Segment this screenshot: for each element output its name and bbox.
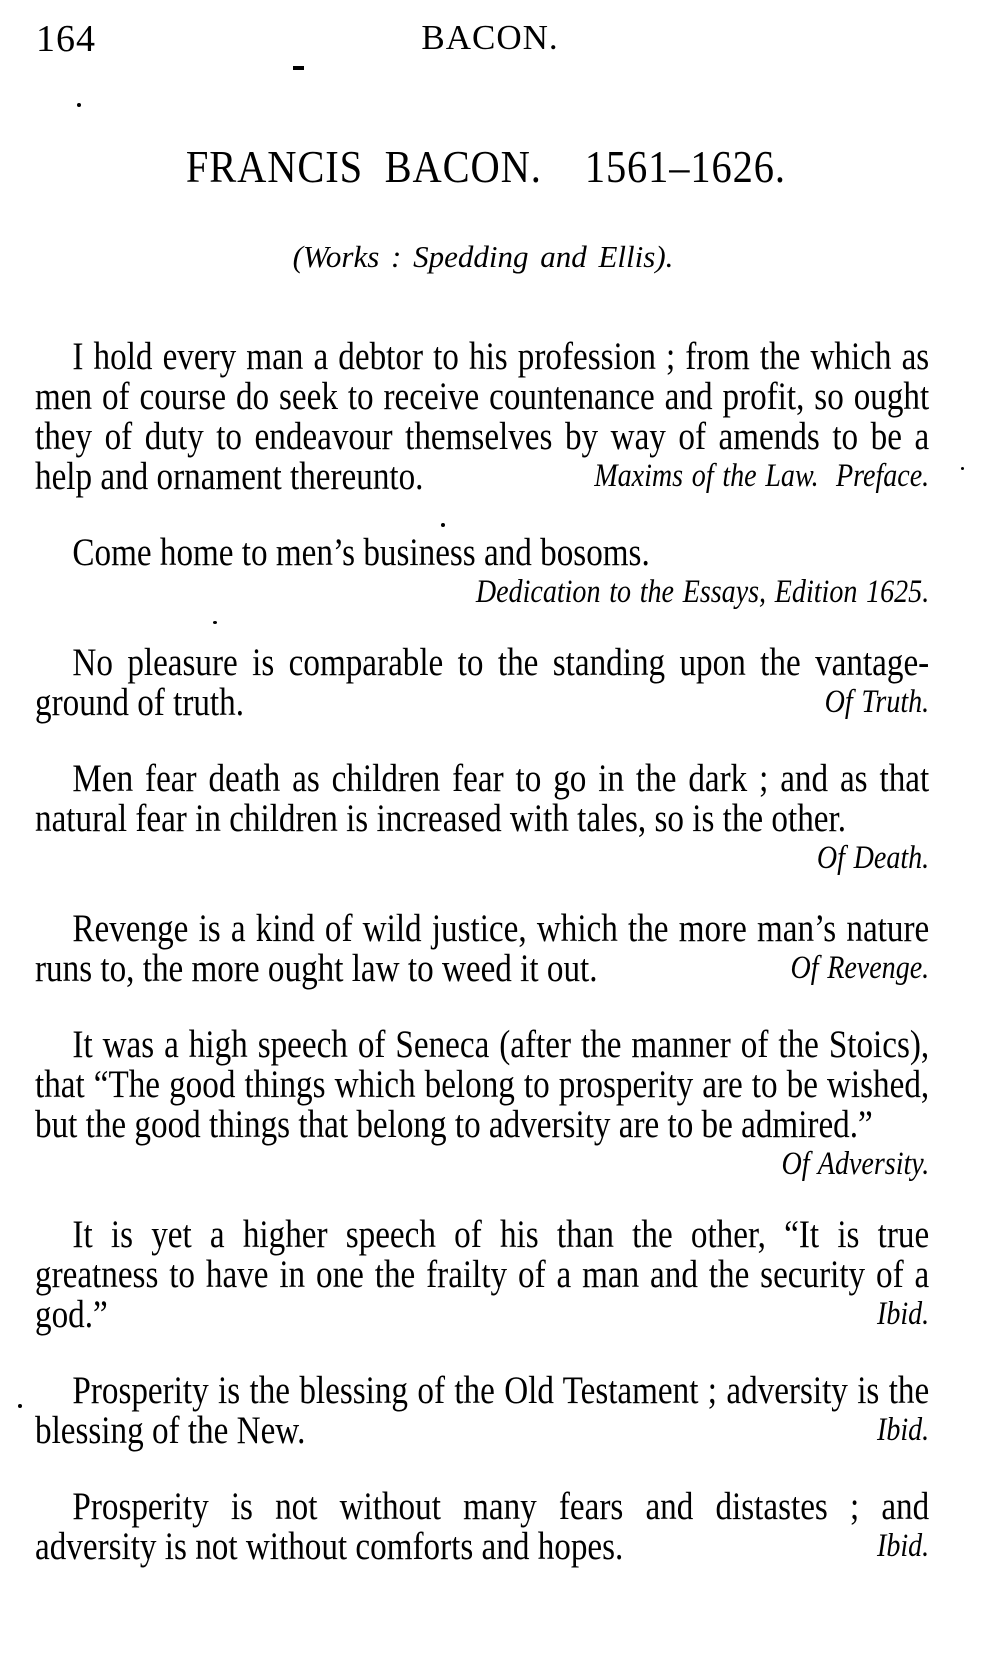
scan-artifact-dot	[18, 1404, 22, 1408]
scan-artifact-dot	[441, 523, 445, 527]
quote-text: Prosperity is the blessing of the Old Testament ; adversity is the blessing of the New.	[35, 1369, 930, 1452]
quote-paragraph	[35, 1215, 929, 1335]
author-heading-text: FRANCIS BACON. 1561–1626.	[186, 141, 786, 192]
scan-artifact-dot	[961, 467, 964, 470]
scan-artifact-dot	[77, 103, 81, 107]
quote-text: Revenge is a kind of wild justice, which the more man’s nature runs to, the more ought law to weed it out.	[35, 907, 930, 990]
quote-text: It is yet a higher speech of his than the other, “It is true greatness to have in one the frailty of a man and the security of a god.”	[35, 1213, 930, 1336]
quote-attribution: Ibid.	[876, 1296, 930, 1332]
quote-paragraph	[35, 337, 929, 497]
quote-attribution: Of Revenge.	[790, 950, 930, 986]
quote-paragraph	[35, 643, 929, 723]
works-source-line: (Works : Spedding and Ellis).	[292, 239, 674, 274]
quote-attribution: Dedication to the Essays, Edition 1625.	[475, 574, 930, 610]
quote-paragraph	[35, 1371, 929, 1451]
author-heading	[0, 141, 972, 192]
quote-text: It was a high speech of Seneca (after the manner of the Stoics), that “The good things which belong to prosperity are to be wished, but the good things that belong to adversity are to be admired.”	[35, 1023, 930, 1146]
quote-attribution: Of Death.	[816, 840, 930, 876]
quote-attribution: Of Adversity.	[781, 1146, 930, 1182]
quote-attribution: Ibid.	[876, 1528, 930, 1564]
quote-paragraph	[35, 1487, 929, 1567]
quote-attribution: Of Truth.	[824, 684, 930, 720]
quote-attribution: Ibid.	[876, 1412, 930, 1448]
scan-artifact-dot	[213, 621, 217, 624]
running-head: BACON.	[421, 18, 559, 57]
quote-text: Men fear death as children fear to go in the dark ; and as that natural fear in children is increased with tales, so is the other.	[35, 757, 930, 840]
quote-paragraph	[35, 909, 929, 989]
quote-text: Prosperity is not without many fears and distastes ; and adversity is not without comforts and hopes.	[35, 1485, 930, 1568]
quote-text: No pleasure is comparable to the standing upon the vantage-ground of truth.	[35, 641, 930, 724]
quote-text: Come home to men’s business and bosoms.	[72, 531, 650, 574]
quote-text: I hold every man a debtor to his profession ; from the which as men of course do seek to receive countenance and profit, so ought they of duty to endeavour themselves by way of amends to be a help and ornament thereunto.	[35, 335, 930, 498]
quote-paragraph	[35, 757, 930, 876]
quote-paragraph	[35, 1023, 930, 1182]
quote-paragraph	[35, 531, 930, 610]
quotes	[35, 337, 929, 1603]
scan-artifact-dash	[293, 66, 304, 70]
quote-attribution: Maxims of the Law. Preface.	[594, 458, 930, 494]
page-number: 164	[36, 18, 96, 60]
